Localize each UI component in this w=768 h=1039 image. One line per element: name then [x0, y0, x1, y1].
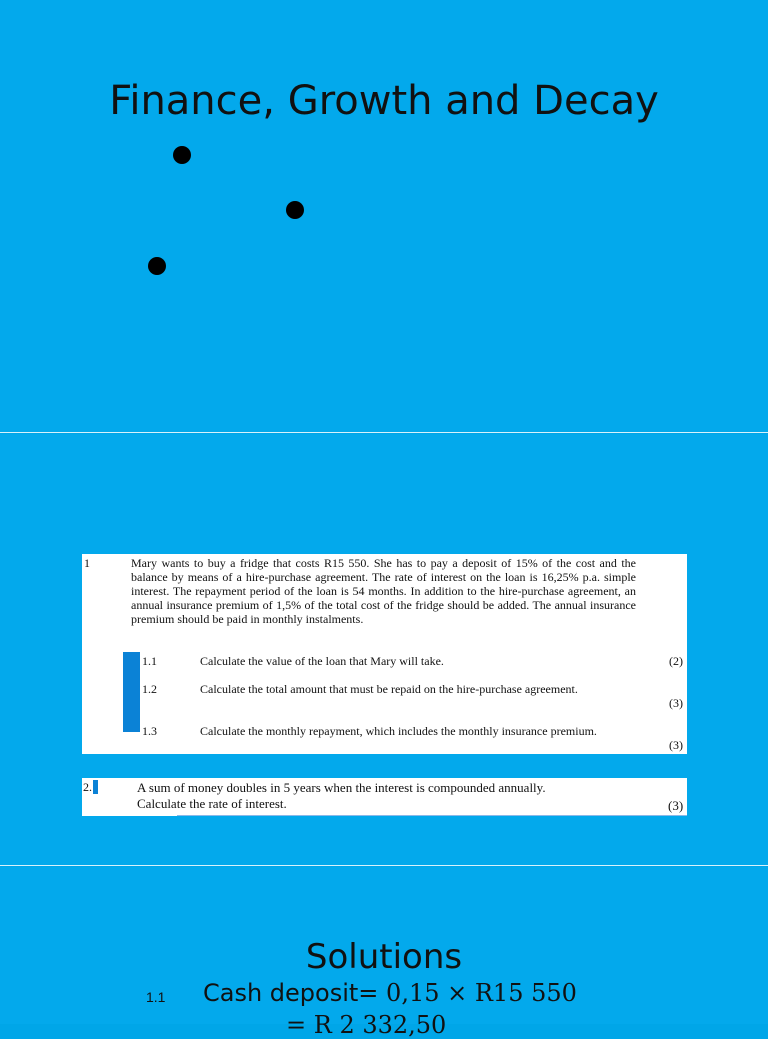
solution-label: Cash deposit=: [203, 979, 387, 1007]
sub-question-number: 1.2: [142, 682, 157, 696]
text-cursor-highlight: [93, 780, 98, 794]
sub-question-number: 1.3: [142, 724, 157, 738]
sub-question-1-3: [142, 724, 687, 754]
question-2-number: 2.: [83, 780, 92, 794]
sub-question-text: Calculate the monthly repayment, which includes the monthly insurance premium.: [200, 724, 597, 738]
slide-divider-2: [0, 865, 768, 866]
sub-question-marks: (2): [669, 654, 683, 668]
question-2-text: [137, 780, 546, 812]
sub-question-marks: (3): [669, 738, 683, 752]
solution-expression: 0,15 × R15 550: [386, 979, 577, 1007]
solution-line-2: = R 2 332,50: [286, 1011, 447, 1039]
question-2-marks: (3): [668, 798, 684, 813]
bullet-dot-3: [148, 257, 166, 275]
solution-line-1: [203, 979, 577, 1007]
sub-question-number: 1.1: [142, 654, 157, 668]
question-2-box: [82, 778, 687, 816]
slide-divider-1: [0, 432, 768, 433]
slide-title-heading: Finance, Growth and Decay: [109, 78, 659, 124]
question-1-text: Mary wants to buy a fridge that costs R15 550. She has to pay a deposit of 15% of the cost and the balance by means of a hire-purchase agreement. The rate of interest on the loan is 16,25% p.a. simple interest. The repayment period of the loan is 54 months. In addition to the hire-purchase agreement, an annual insurance premium of 1,5% of the total cost of the fridge should be added. The annual insurance premium should be paid in monthly instalments.: [131, 556, 636, 626]
solutions-heading: Solutions: [305, 937, 463, 977]
question-2-underline: [177, 815, 687, 816]
slide-questions: [0, 434, 768, 865]
question-1-number: 1: [84, 556, 90, 570]
sub-question-text: Calculate the value of the loan that Mary will take.: [200, 654, 444, 668]
question-2-line-1: A sum of money doubles in 5 years when the interest is compounded annually.: [137, 780, 546, 795]
sub-question-1-2: [142, 682, 687, 712]
bullet-dot-2: [286, 201, 304, 219]
sub-question-marks: (3): [669, 696, 683, 710]
sub-question-1-1: [142, 654, 687, 674]
selection-highlight: [123, 652, 140, 732]
sub-question-text: Calculate the total amount that must be repaid on the hire-purchase agreement.: [200, 682, 578, 696]
slide-solutions: [0, 867, 768, 1039]
slide-title: [0, 0, 768, 432]
bullet-dot-1: [173, 146, 191, 164]
solution-item-number: 1.1: [146, 989, 166, 1005]
question-1-box: [82, 554, 687, 754]
question-2-line-2: Calculate the rate of interest.: [137, 796, 287, 811]
